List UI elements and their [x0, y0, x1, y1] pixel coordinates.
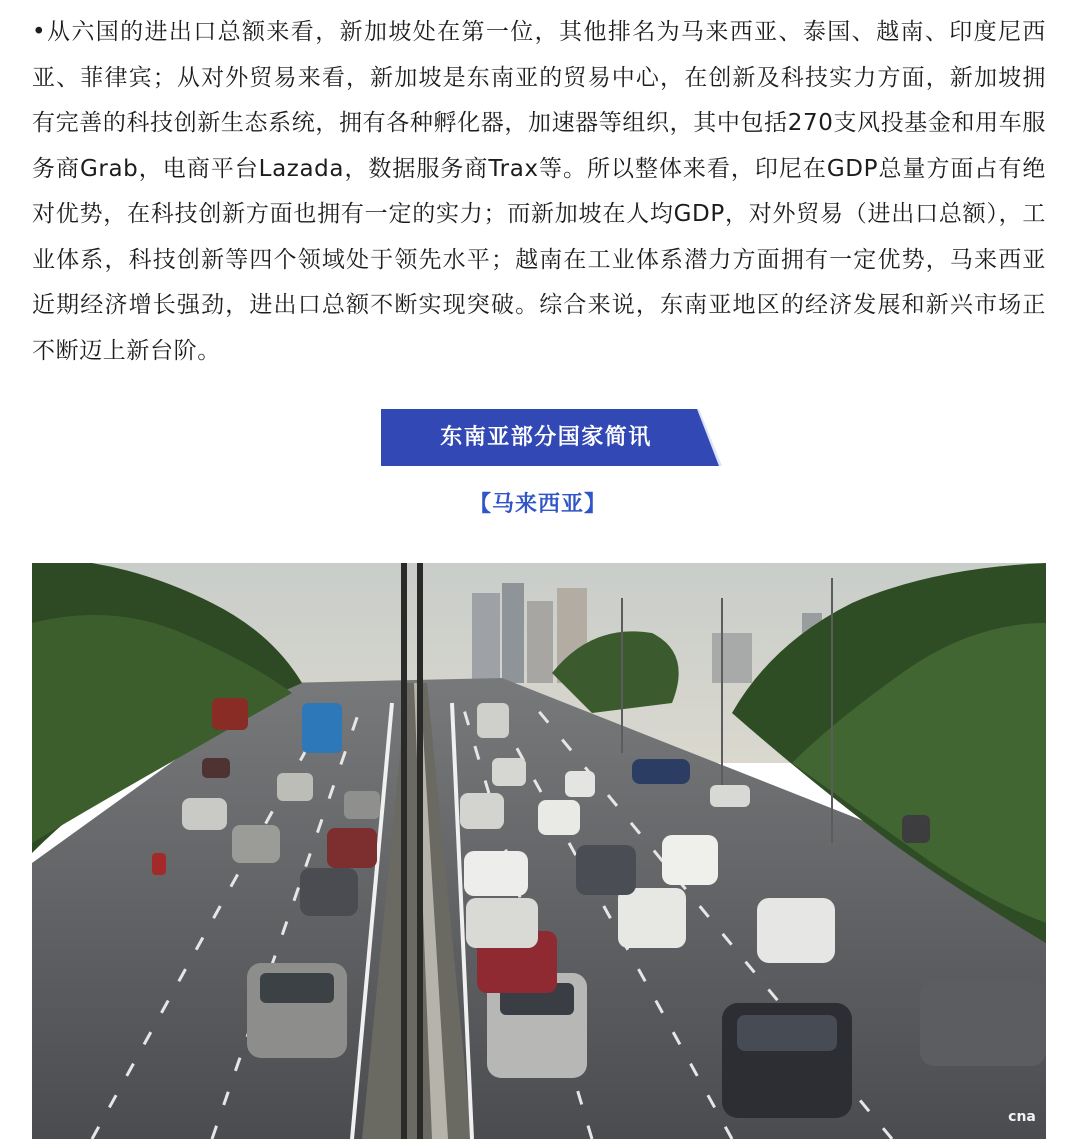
highway-traffic-photo [32, 563, 1046, 1139]
section-banner [381, 409, 722, 466]
country-heading: 【马来西亚】 [468, 492, 607, 517]
cna-watermark: cna [1008, 1109, 1036, 1125]
article-paragraph: •从六国的进出口总额来看，新加坡处在第一位，其他排名为马来西亚、泰国、越南、印度尼西亚、菲律宾；从对外贸易来看，新加坡是东南亚的贸易中心，在创新及科技实力方面，新加坡拥有完善的科技创新生态系统，拥有各种孵化器，加速器等组织，其中包括270支风投基金和用车服务商Grab，电商平台Lazada，数据服务商Trax等。所以整体来看，印尼在GDP总量方面占有绝对优势，在科技创新方面也拥有一定的实力；而新加坡在人均GDP，对外贸易（进出口总额），工业体系，科技创新等四个领域处于领先水平；越南在工业体系潜力方面拥有一定优势，马来西亚近期经济增长强劲，进出口总额不断实现突破。综合来说，东南亚地区的经济发展和新兴市场正不断迈上新台阶。 [32, 19, 1046, 364]
photo-illustration [32, 563, 1046, 1139]
banner-title: 东南亚部分国家简讯 [440, 425, 652, 450]
